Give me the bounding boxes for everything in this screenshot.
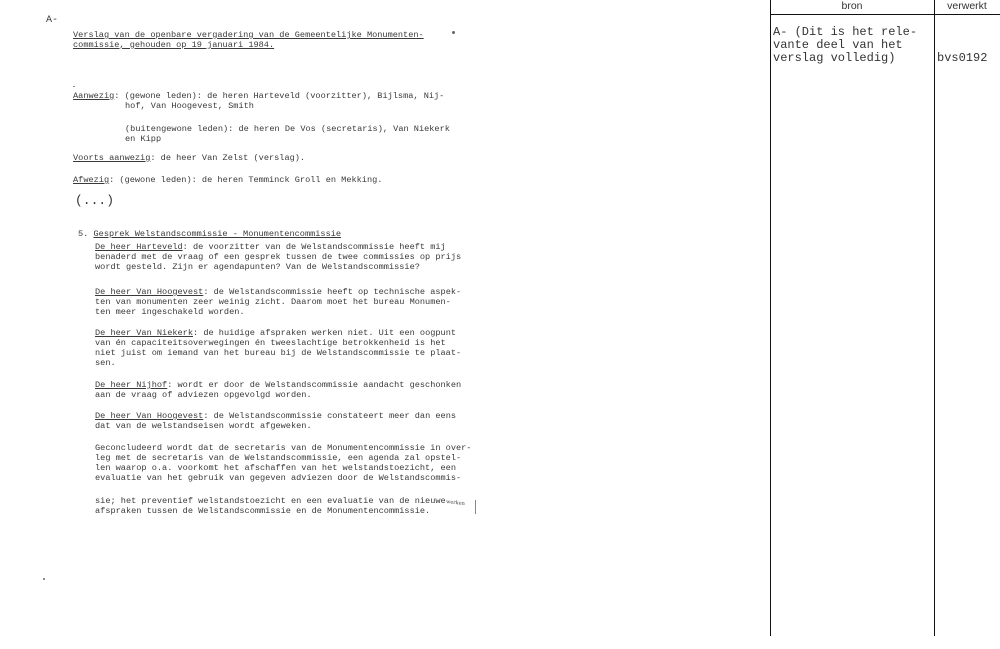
speech-line: aan de vraag of adviezen opgevolgd worden. [95,390,312,400]
conclusion-tail [95,496,475,516]
ellipsis: (...) [75,193,115,208]
speech-line: : de huidige afspraken werken niet. Uit een oogpunt [193,328,457,338]
speaker: De heer Van Niekerk [95,328,193,338]
table-divider-left [770,0,771,636]
conclusion-line: afspraken tussen de Welstandscommissie en de Monumentencommissie. [95,506,431,516]
verwerkt-code: bvs0192 [937,51,988,65]
also-label: Voorts aanwezig [73,153,151,163]
also-text: : de heer Van Zelst (verslag). [150,153,306,163]
speaker: De heer Harteveld [95,242,183,252]
bron-note-line: A- (Dit is het rele- [773,25,918,39]
conclusion-line: evaluatie van het gebruik van gegeven adviezen door de Welstandscommis- [95,473,462,483]
table-divider-middle [934,0,935,636]
speaker: De heer Van Hoogevest [95,287,204,297]
present-regular-line-1: (gewone leden): de heren Harteveld (voorzitter), Bijlsma, Nij- [124,91,445,101]
speech-line: ten meer ingeschakeld worden. [95,307,245,317]
absent-text: : (gewone leden): de heren Temminck Groll en Mekking. [109,175,383,185]
bron-note-line: vante deel van het [773,38,903,52]
speech-line: van én capaciteitsoverwegingen én tweeslachtige betrokkenheid is het [95,338,446,348]
conclusion-line: len waarop o.a. voorkomt het afschaffen van het welstandstoezicht, een [95,463,456,473]
speech-line: dat van de welstandseisen wordt afgeweken. [95,421,312,431]
conclusion-line: sie; het preventief welstandstoezicht en een evaluatie van de nieuwe [95,496,446,506]
ink-speck [73,86,75,87]
margin-scribble: werken [445,499,466,507]
conclusion [95,443,475,483]
speech-line: wordt gesteld. Zijn er agendapunten? Van de Welstandscommissie? [95,262,420,272]
speech-line: ten van monumenten zeer weinig zicht. Daarom moet het bureau Monumen- [95,297,451,307]
margin-mark [475,500,476,514]
attendance-also [73,153,305,163]
speaker: De heer Nijhof [95,380,168,390]
title-line-1: Verslag van de openbare vergadering van de Gemeentelijke Monumenten- [73,30,424,40]
bron-note-line: verslag volledig) [773,51,896,65]
speech-1 [95,242,475,272]
speaker: De heer Van Hoogevest [95,411,204,421]
attendance-extra [125,124,450,144]
speech-4 [95,380,475,400]
present-regular-line-2: hof, Van Hoogevest, Smith [125,101,254,111]
speech-3 [95,328,475,368]
document-title [73,30,424,50]
column-header-bron: bron [841,0,863,12]
speech-line: : wordt er door de Welstandscommissie aandacht geschonken [167,380,462,390]
section-title: Gesprek Welstandscommissie - Monumentencommissie [93,229,342,239]
speech-line: sen. [95,358,116,368]
bron-note [773,26,917,65]
present-extra-line-2: en Kipp [125,134,162,144]
present-extra-line-1: (buitengewone leden): de heren De Vos (secretaris), Van Niekerk [125,124,450,134]
ink-speck [43,578,45,580]
section-heading [78,229,341,239]
speech-5 [95,411,475,431]
conclusion-line: leg met de secretaris van de Welstandscommissie, een agenda zal opstel- [95,453,462,463]
conclusion-line: Geconcludeerd wordt dat de secretaris van de Monumentencommissie in over- [95,443,472,453]
title-line-2: commissie, gehouden op 19 januari 1984. [73,40,275,50]
section-number: 5. [78,229,89,239]
ink-speck [452,31,455,34]
attendance-present: Aanwezig: (gewone leden): de heren Harteveld (voorzitter), Bijlsma, Nij- hof, Van Hoogevest, Smith [73,91,445,111]
table-header-rule [770,14,1000,15]
speech-2 [95,287,475,317]
speech-line: benaderd met de vraag of een gesprek tussen de twee commissies op prijs [95,252,462,262]
speech-line: : de Welstandscommissie heeft op technische aspek- [203,287,462,297]
absent-label: Afwezig [73,175,110,185]
speech-line: : de Welstandscommissie constateert meer dan eens [203,411,457,421]
page-marker: A- [46,15,59,26]
present-label: Aanwezig [73,91,115,101]
speech-line: : de voorzitter van de Welstandscommissie heeft mij [182,242,446,252]
attendance-absent [73,175,382,185]
speech-line: niet juist om iemand van het bureau bij de Welstandscommissie te plaat- [95,348,462,358]
column-header-verwerkt: verwerkt [947,0,987,12]
